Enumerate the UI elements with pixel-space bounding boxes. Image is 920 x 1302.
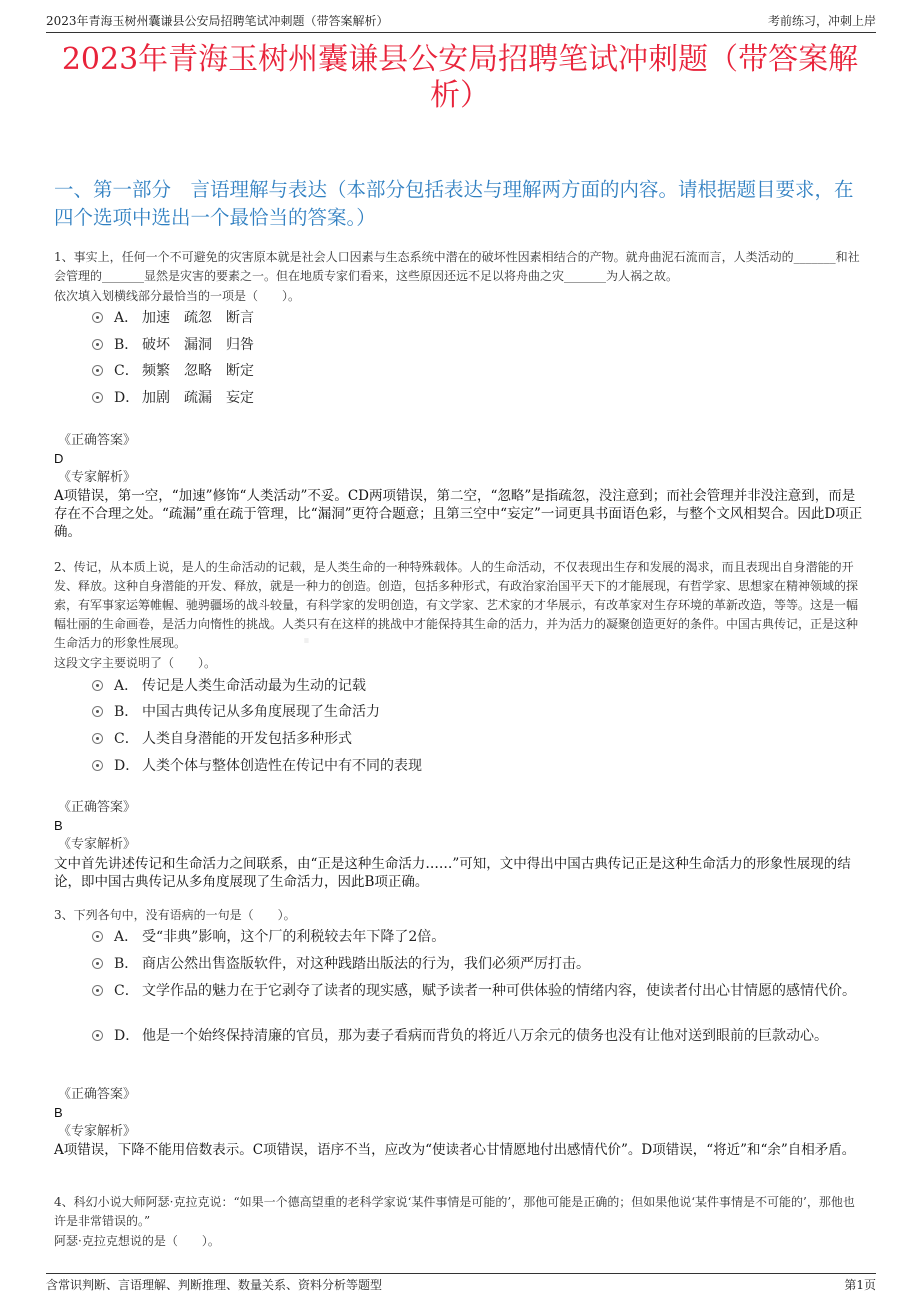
radio-icon[interactable] bbox=[92, 312, 103, 323]
page-footer bbox=[46, 1273, 876, 1296]
question-1-answer: D bbox=[54, 451, 64, 466]
question-4-stem: 4、科幻小说大师阿瑟·克拉克说：“如果一个德高望重的老科学家说‘某件事情是可能的’，那他可能是正确的；但如果他说‘某件事情是不可能的’，那他也许是非常错误的。” bbox=[54, 1195, 855, 1228]
question-3-answer: B bbox=[54, 1105, 63, 1120]
radio-icon[interactable] bbox=[92, 985, 103, 996]
question-1-option-c[interactable]: C． 频繁 忽略 断定 bbox=[92, 358, 860, 384]
radio-icon[interactable] bbox=[92, 365, 103, 376]
page-header bbox=[46, 10, 876, 33]
question-2-prompt: 这段文字主要说明了（ ）。 bbox=[54, 656, 217, 670]
radio-icon[interactable] bbox=[92, 706, 103, 717]
radio-icon[interactable] bbox=[92, 392, 103, 403]
question-2-analysis: 文中首先讲述传记和生命活力之间联系，由“正是这种生命活力……”可知，文中得出中国古典传记正是这种生命活力的形象性展现的结论，即中国古典传记从多角度展现了生命活力，因此B项正确。 bbox=[54, 856, 851, 890]
radio-icon[interactable] bbox=[92, 1030, 103, 1041]
question-1-analysis: A项错误，第一空，“加速”修饰“人类活动”不妥。CD两项错误，第二空，“忽略”是指疏忽，没注意到；而社会管理并非没注意到，而是存在不合理之处。“疏漏”重在疏于管理，比“漏洞”更符合题意；且第三空中“妄定”一词更具书面语色彩，与整个文风相契合。因此D项正确。 bbox=[54, 488, 863, 540]
question-1-stem: 1、事实上，任何一个不可避免的灾害原本就是社会人口因素与生态系统中潜在的破坏性因素相结合的产物。就舟曲泥石流而言，人类活动的_______和社会管理的_______显然是灾害的要素之一。但在地质专家们看来，这些原因还远不足以将舟曲之灾_______为人祸之故。 bbox=[54, 250, 860, 283]
correct-answer-label: 《正确答案》 bbox=[58, 433, 137, 448]
question-2-option-d[interactable]: D． 人类个体与整体创造性在传记中有不同的表现 bbox=[92, 753, 860, 779]
question-2-answer: B bbox=[54, 818, 63, 833]
footer-note: 含常识判断、言语理解、判断推理、数量关系、资料分析等题型 bbox=[46, 1278, 383, 1292]
question-3-stem: 3、下列各句中，没有语病的一句是（ ）。 bbox=[54, 908, 296, 922]
question-1-prompt: 依次填入划横线部分最恰当的一项是（ ）。 bbox=[54, 289, 301, 303]
header-doc-title: 2023年青海玉树州囊谦县公安局招聘笔试冲刺题（带答案解析） bbox=[46, 14, 389, 28]
correct-answer-label: 《正确答案》 bbox=[58, 1087, 137, 1102]
page-title: 2023年青海玉树州囊谦县公安局招聘笔试冲刺题（带答案解析） bbox=[61, 42, 859, 113]
section-heading: 一、第一部分 言语理解与表达（本部分包括表达与理解两方面的内容。请根据题目要求，在四个选项中选出一个最恰当的答案。） bbox=[54, 178, 854, 229]
header-slogan: 考前练习，冲刺上岸 bbox=[767, 14, 876, 28]
expert-analysis-label: 《专家解析》 bbox=[58, 1124, 137, 1139]
radio-icon[interactable] bbox=[92, 339, 103, 350]
question-1-option-b[interactable]: B． 破坏 漏洞 归咎 bbox=[92, 332, 860, 358]
radio-icon[interactable] bbox=[92, 680, 103, 691]
question-3-option-d[interactable]: D． 他是一个始终保持清廉的官员，那为妻子看病而背负的将近八万余元的债务也没有让他对送到眼前的巨款动心。 bbox=[92, 1023, 860, 1049]
expert-analysis-label: 《专家解析》 bbox=[58, 837, 137, 852]
question-2-stem: 2、传记，从本质上说，是人的生命活动的记载，是人类生命的一种特殊载体。人的生命活动，不仅表现出生存和发展的渴求，而且表现出自身潜能的开发、释放。这种自身潜能的开发、释放，就是一种力的创造。创造，包括多种形式，有政治家治国平天下的才能展现，有哲学家、思想家在精神领域的探索，有军事家运筹帷幄、驰骋疆场的战斗较量，有科学家的发明创造，有文学家、艺术家的才华展示，有改革家对生存环境的革新改造，等等。这是一幅幅壮丽的生命画卷，是活力向惰性的挑战。人类只有在这样的挑战中才能保持其生命的活力，并为活力的凝聚创造更好的条件。中国古典传记，正是这种生命活力的形象性展现。 bbox=[54, 560, 859, 650]
radio-icon[interactable] bbox=[92, 760, 103, 771]
question-2-option-c[interactable]: C． 人类自身潜能的开发包括多种形式 bbox=[92, 726, 860, 752]
question-4-prompt: 阿瑟·克拉克想说的是（ ）。 bbox=[54, 1234, 220, 1248]
question-3-analysis: A项错误，下降不能用倍数表示。C项错误，语序不当，应改为“使读者心甘情愿地付出感情代价”。D项错误，“将近”和“余”自相矛盾。 bbox=[54, 1142, 856, 1158]
question-3-option-b[interactable]: B． 商店公然出售盗版软件，对这种践踏出版法的行为，我们必须严厉打击。 bbox=[92, 951, 860, 977]
question-1-option-a[interactable]: A． 加速 疏忽 断言 bbox=[92, 305, 860, 331]
watermark: . bbox=[300, 601, 315, 653]
question-1-option-d[interactable]: D． 加剧 疏漏 妄定 bbox=[92, 385, 860, 411]
correct-answer-label: 《正确答案》 bbox=[58, 800, 137, 815]
radio-icon[interactable] bbox=[92, 733, 103, 744]
page-number: 第1页 bbox=[844, 1278, 876, 1292]
expert-analysis-label: 《专家解析》 bbox=[58, 470, 137, 485]
radio-icon[interactable] bbox=[92, 958, 103, 969]
question-2-option-b[interactable]: B． 中国古典传记从多角度展现了生命活力 bbox=[92, 699, 860, 725]
question-3-option-a[interactable]: A． 受“非典”影响，这个厂的利税较去年下降了2倍。 bbox=[92, 924, 860, 950]
question-2-option-a[interactable]: A． 传记是人类生命活动最为生动的记载 bbox=[92, 673, 860, 699]
question-3-option-c[interactable]: C． 文学作品的魅力在于它剥夺了读者的现实感，赋予读者一种可供体验的情绪内容，使读者付出心甘情愿的感情代价。 bbox=[92, 978, 860, 1004]
radio-icon[interactable] bbox=[92, 931, 103, 942]
